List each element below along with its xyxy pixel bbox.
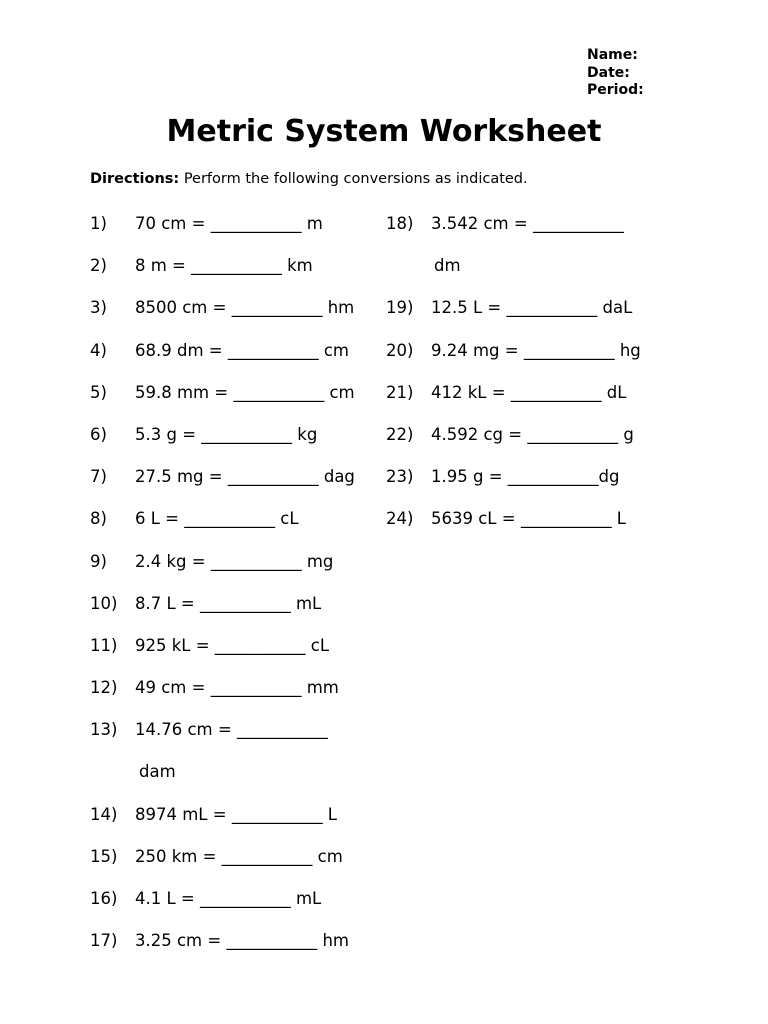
question-number: 5) — [90, 382, 107, 402]
question-5 — [90, 372, 355, 414]
question-text: 925 kL = ___________ cL — [135, 635, 330, 655]
question-text: 3.25 cm = ___________ hm — [135, 931, 349, 951]
question-17 — [90, 920, 355, 962]
question-23 — [386, 456, 641, 498]
question-1 — [90, 203, 355, 245]
question-text: 5639 cL = ___________ L — [431, 509, 627, 529]
directions-label: Directions: — [90, 171, 180, 187]
question-15 — [90, 836, 355, 878]
directions-text: Perform the following conversions as indicated. — [183, 171, 528, 187]
question-text: 27.5 mg = ___________ dag — [135, 467, 355, 487]
question-number: 16) — [90, 889, 118, 908]
question-9 — [90, 541, 355, 583]
student-info-block — [587, 47, 644, 100]
question-number: 9) — [90, 551, 107, 571]
question-number: 11) — [90, 635, 118, 655]
question-text: 1.95 g = ___________dg — [431, 467, 620, 487]
question-number: 8) — [90, 509, 107, 529]
question-number: 14) — [90, 804, 118, 824]
date-label: Date: — [587, 64, 630, 81]
question-number: 21) — [386, 382, 414, 402]
question-number: 23) — [386, 467, 414, 487]
question-number: 20) — [386, 340, 414, 360]
question-text: 8.7 L = ___________ mL — [135, 593, 322, 613]
question-number: 7) — [90, 467, 107, 487]
question-8 — [90, 498, 355, 540]
question-text: 70 cm = ___________ m — [135, 214, 323, 233]
question-number: 1) — [90, 214, 107, 233]
question-text: 3.542 cm = ___________ — [431, 214, 624, 233]
question-3 — [90, 287, 355, 329]
question-number: 19) — [386, 298, 414, 318]
question-number: 13) — [90, 720, 118, 740]
question-text: 9.24 mg = ___________ hg — [431, 340, 641, 360]
questions-left-column — [90, 203, 355, 962]
question-number: 24) — [386, 509, 414, 529]
question-text: 14.76 cm = ___________ — [135, 720, 328, 740]
question-text: 12.5 L = ___________ daL — [431, 298, 633, 318]
question-13 — [90, 709, 355, 751]
questions-right-column — [386, 203, 641, 541]
question-13-unit: dam — [139, 762, 176, 782]
question-text: 5.3 g = ___________ kg — [135, 424, 318, 444]
question-text: 2.4 kg = ___________ mg — [135, 551, 334, 571]
question-text: 412 kL = ___________ dL — [431, 382, 627, 402]
question-7 — [90, 456, 355, 498]
question-number: 2) — [90, 256, 107, 276]
question-number: 17) — [90, 931, 118, 951]
question-number: 6) — [90, 424, 107, 444]
question-6 — [90, 414, 355, 456]
question-number: 12) — [90, 678, 118, 698]
question-4 — [90, 330, 355, 372]
question-text: 4.592 cg = ___________ g — [431, 424, 634, 444]
question-16 — [90, 878, 355, 920]
name-label: Name: — [587, 47, 638, 63]
question-2 — [90, 245, 355, 287]
question-19 — [386, 287, 641, 329]
directions — [90, 171, 528, 187]
question-number: 15) — [90, 846, 118, 866]
question-18 — [386, 203, 641, 245]
question-text: 59.8 mm = ___________ cm — [135, 382, 355, 402]
question-text: 68.9 dm = ___________ cm — [135, 340, 349, 360]
question-text: 4.1 L = ___________ mL — [135, 889, 322, 908]
question-text: 49 cm = ___________ mm — [135, 678, 339, 698]
question-number: 4) — [90, 340, 107, 360]
question-24 — [386, 498, 641, 540]
question-21 — [386, 372, 641, 414]
worksheet-title: Metric System Worksheet — [166, 114, 602, 149]
question-text: 250 km = ___________ cm — [135, 846, 343, 866]
question-10 — [90, 583, 355, 625]
question-number: 22) — [386, 424, 414, 444]
question-22 — [386, 414, 641, 456]
question-14 — [90, 794, 355, 836]
question-text: 8 m = ___________ km — [135, 256, 313, 276]
question-text: 6 L = ___________ cL — [135, 509, 299, 529]
question-12 — [90, 667, 355, 709]
question-20 — [386, 330, 641, 372]
question-number: 18) — [386, 214, 414, 233]
question-11 — [90, 625, 355, 667]
question-number: 10) — [90, 593, 118, 613]
question-18-unit: dm — [434, 256, 461, 276]
period-label: Period: — [587, 82, 644, 98]
question-text: 8974 mL = ___________ L — [135, 804, 338, 824]
question-number: 3) — [90, 298, 107, 318]
question-text: 8500 cm = ___________ hm — [135, 298, 355, 318]
